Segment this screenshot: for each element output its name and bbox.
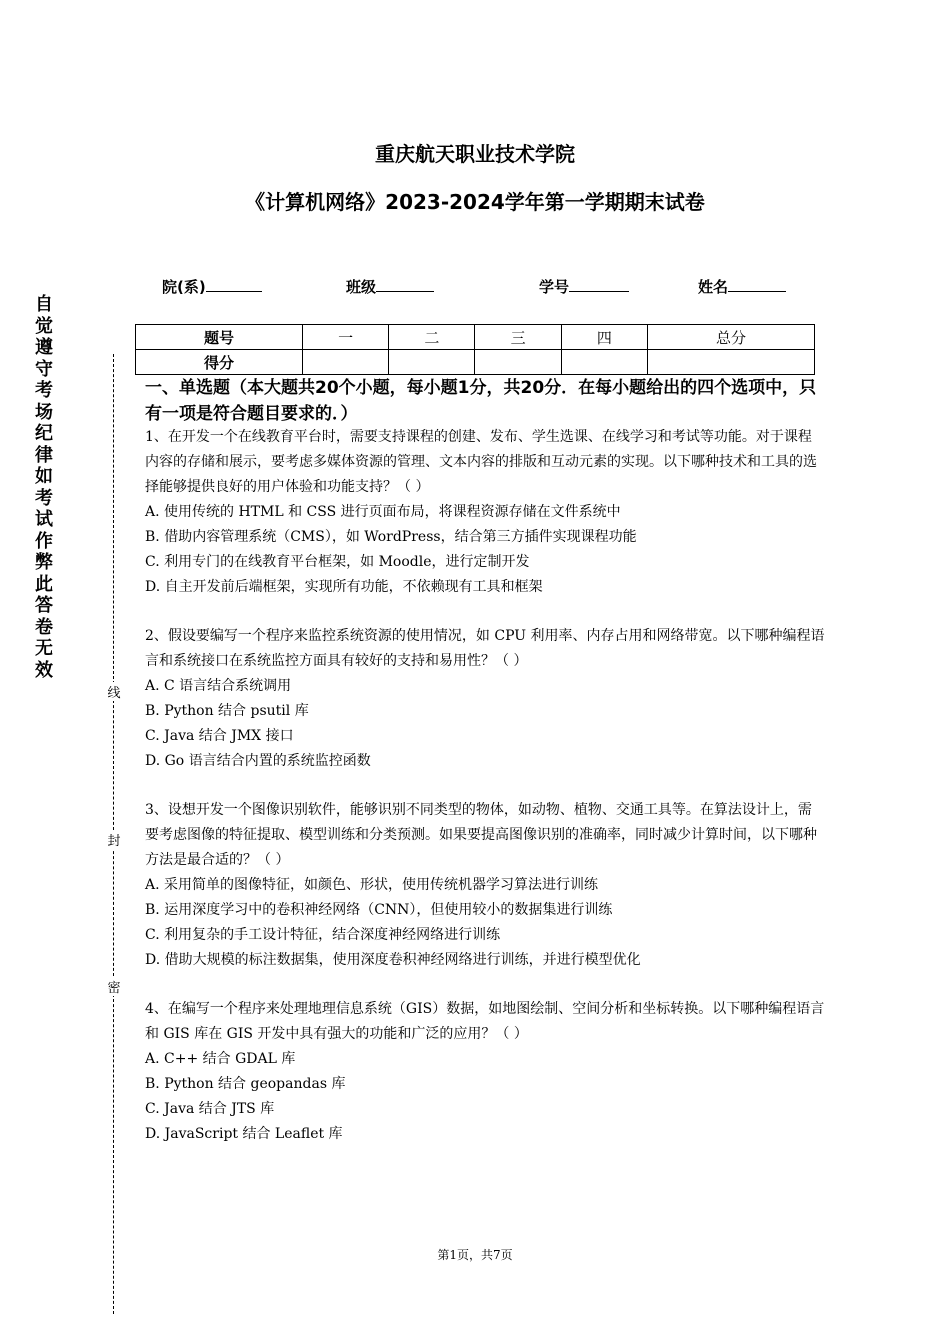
page-footer: 第1页，共7页 [437,1248,513,1262]
school-name: 重庆航天职业技术学院 [375,142,575,166]
vertical-note-char: 守 [35,358,53,380]
info-student-id: 学号 [539,276,629,297]
score-header-total: 总分 [647,325,814,350]
question-4 [145,997,825,1147]
option-a[interactable]: A. 采用简单的图像特征，如颜色、形状，使用传统机器学习算法进行训练 [145,877,599,893]
class-blank[interactable] [376,277,434,292]
option-d[interactable]: D. Go 语言结合内置的系统监控函数 [145,753,371,769]
vertical-note-char: 考 [35,487,53,509]
score-cell-1[interactable] [303,350,389,375]
seal-dash-line-4 [113,994,114,1314]
vertical-note-char: 自 [35,294,53,315]
vertical-note-char: 场 [35,401,53,423]
exam-title: 《计算机网络》2023-2024学年第一学期期末试卷 [245,190,705,214]
vertical-note-char: 答 [35,595,53,616]
department-blank[interactable] [206,277,262,292]
vertical-note-char: 作 [35,530,53,552]
info-department: 院(系) [162,276,262,297]
option-a[interactable]: A. 使用传统的 HTML 和 CSS 进行页面布局，将课程资源存储在文件系统中 [145,504,621,520]
question-stem: 2、假设要编写一个程序来监控系统资源的使用情况，如 CPU 利用率、内存占用和网络带宽。以下哪种编程语言和系统接口在系统监控方面具有较好的支持和易用性？（ ） [145,628,825,669]
option-c[interactable]: C. 利用专门的在线教育平台框架，如 Moodle，进行定制开发 [145,554,530,570]
score-table [135,324,815,375]
option-b[interactable]: B. 运用深度学习中的卷积神经网络（CNN），但使用较小的数据集进行训练 [145,902,613,918]
vertical-note-char: 卷 [35,616,53,638]
vertical-note-char: 律 [35,444,53,466]
question-1 [145,425,825,600]
vertical-note-char: 试 [35,509,53,530]
question-stem: 4、在编写一个程序来处理地理信息系统（GIS）数据，如地图绘制、空间分析和坐标转换。以下哪种编程语言和 GIS 库在 GIS 开发中具有强大的功能和广泛的应用？（ ） [145,1001,825,1042]
vertical-note-char: 效 [35,659,53,681]
option-c[interactable]: C. Java 结合 JTS 库 [145,1101,275,1117]
option-a[interactable]: A. C++ 结合 GDAL 库 [145,1051,296,1067]
vertical-note-char: 考 [35,380,53,401]
score-table-score-row [136,350,815,375]
score-header-4: 四 [561,325,647,350]
option-a[interactable]: A. C 语言结合系统调用 [145,678,292,694]
seal-mark-line: 线 [105,682,123,701]
vertical-note-char: 纪 [35,423,53,444]
vertical-note-char: 弊 [35,552,53,573]
score-cell-3[interactable] [475,350,561,375]
score-table-header-row [136,325,815,350]
option-c[interactable]: C. 利用复杂的手工设计特征，结合深度神经网络进行训练 [145,927,501,943]
score-header-3: 三 [475,325,561,350]
seal-dash-line-2 [113,700,114,830]
score-cell-2[interactable] [389,350,475,375]
option-d[interactable]: D. 借助大规模的标注数据集，使用深度卷积神经网络进行训练，并进行模型优化 [145,952,641,968]
seal-dash-line-3 [113,846,114,976]
question-stem: 3、设想开发一个图像识别软件，能够识别不同类型的物体，如动物、植物、交通工具等。在算法设计上，需要考虑图像的特征提取、模型训练和分类预测。如果要提高图像识别的准确率，同时减少计算时间，以下哪种方法是最合适的？（ ） [145,802,817,868]
option-d[interactable]: D. 自主开发前后端框架，实现所有功能，不依赖现有工具和框架 [145,579,543,595]
score-header-2: 二 [389,325,475,350]
score-header-label: 题号 [136,325,303,350]
vertical-note-char: 遵 [35,337,53,358]
option-b[interactable]: B. Python 结合 psutil 库 [145,703,309,719]
vertical-note-char: 此 [35,573,53,595]
name-blank[interactable] [728,277,786,292]
score-header-1: 一 [303,325,389,350]
section-heading: 一、单选题（本大题共20个小题，每小题1分，共20分．在每小题给出的四个选项中，只有一项是符合题目要求的．） [145,378,817,424]
option-c[interactable]: C. Java 结合 JMX 接口 [145,728,294,744]
info-name: 姓名 [698,276,786,297]
seal-dash-line-1 [113,354,114,684]
score-cell-4[interactable] [561,350,647,375]
option-b[interactable]: B. Python 结合 geopandas 库 [145,1076,346,1092]
score-row-label: 得分 [136,350,303,375]
question-2 [145,624,825,774]
vertical-integrity-note [30,294,58,681]
vertical-note-char: 如 [35,466,53,487]
vertical-note-char: 觉 [35,315,53,337]
info-class: 班级 [346,276,434,297]
vertical-note-char: 无 [35,638,53,659]
question-stem: 1、在开发一个在线教育平台时，需要支持课程的创建、发布、学生选课、在线学习和考试等功能。对于课程内容的存储和展示，要考虑多媒体资源的管理、文本内容的排版和互动元素的实现。以下哪种技术和工具的选择能够提供良好的用户体验和功能支持？（ ） [145,429,817,495]
option-d[interactable]: D. JavaScript 结合 Leaflet 库 [145,1126,343,1142]
seal-mark-secret: 密 [105,977,123,996]
score-cell-total[interactable] [647,350,814,375]
student-id-blank[interactable] [569,277,629,292]
option-b[interactable]: B. 借助内容管理系统（CMS），如 WordPress，结合第三方插件实现课程功能 [145,529,637,545]
question-3 [145,798,825,973]
seal-mark-seal: 封 [105,830,123,849]
